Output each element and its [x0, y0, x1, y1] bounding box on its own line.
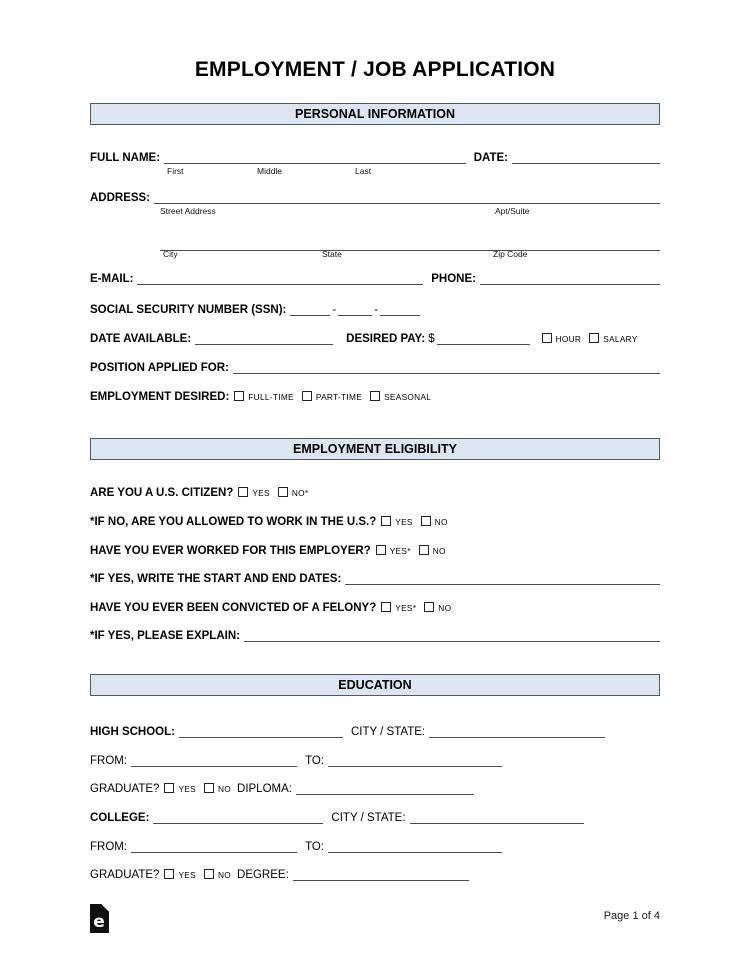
hs-graduate-yes-checkbox[interactable]	[164, 783, 174, 793]
date-input-line[interactable]	[512, 154, 660, 164]
high-school-label: HIGH SCHOOL:	[90, 726, 175, 738]
citizen-no-label: NO*	[291, 488, 309, 498]
full-time-checkbox[interactable]	[234, 391, 244, 401]
pay-salary-label: SALARY	[603, 334, 638, 344]
eforms-logo-icon	[90, 904, 109, 933]
address-row-2	[90, 238, 660, 248]
pay-hour-label: HOUR	[555, 334, 582, 344]
hs-diploma-label: DIPLOMA:	[237, 783, 292, 795]
college-graduate-row	[90, 868, 660, 882]
email-label: E-MAIL:	[90, 273, 134, 285]
desired-pay-input-line[interactable]	[437, 335, 530, 345]
position-applied-label: POSITION APPLIED FOR:	[90, 362, 229, 374]
position-row	[90, 361, 660, 375]
citizen-yes-checkbox[interactable]	[238, 487, 248, 497]
college-graduate-no-label: NO	[217, 870, 232, 880]
ssn-dash-2: -	[374, 304, 379, 316]
citizen-question-label: ARE YOU A U.S. CITIZEN?	[90, 487, 234, 499]
felony-question-label: HAVE YOU EVER BEEN CONVICTED OF A FELONY?	[90, 602, 377, 614]
ssn-dash-1: -	[332, 304, 337, 316]
start-end-dates-input-line[interactable]	[345, 575, 660, 585]
high-school-graduate-row	[90, 782, 660, 796]
college-to-input-line[interactable]	[328, 843, 502, 853]
seasonal-checkbox[interactable]	[370, 391, 380, 401]
start-end-dates-label: *IF YES, WRITE THE START AND END DATES:	[90, 573, 342, 585]
zip-sublabel: Zip Code	[493, 249, 528, 259]
college-row	[90, 811, 660, 825]
last-sublabel: Last	[355, 166, 372, 176]
full-name-input-line[interactable]	[164, 154, 466, 164]
college-graduate-label: GRADUATE?	[90, 869, 160, 881]
high-school-row	[90, 725, 660, 739]
apt-suite-sublabel: Apt/Suite	[495, 206, 530, 216]
hs-from-label: FROM:	[90, 755, 128, 767]
felony-explain-label: *IF YES, PLEASE EXPLAIN:	[90, 630, 240, 642]
ssn-part2-input-line[interactable]	[338, 306, 372, 316]
worked-no-label: NO	[432, 546, 446, 556]
logo-letter: e	[93, 912, 105, 932]
full-name-label: FULL NAME:	[90, 152, 161, 164]
hs-to-label: TO:	[305, 755, 325, 767]
college-degree-label: DEGREE:	[237, 869, 289, 881]
position-input-line[interactable]	[233, 364, 660, 374]
address-label: ADDRESS:	[90, 192, 151, 204]
hs-graduate-label: GRADUATE?	[90, 783, 160, 795]
phone-input-line[interactable]	[480, 275, 660, 285]
citizen-question-row	[90, 486, 660, 500]
section-header-employment-eligibility: EMPLOYMENT ELIGIBILITY	[90, 438, 660, 460]
part-time-checkbox[interactable]	[302, 391, 312, 401]
worked-before-row	[90, 544, 660, 558]
high-school-input-line[interactable]	[179, 728, 343, 738]
date-label: DATE:	[473, 152, 508, 164]
state-sublabel: State	[322, 249, 342, 259]
college-from-label: FROM:	[90, 841, 128, 853]
form-page	[90, 0, 660, 882]
page-number: Page 1 of 4	[603, 910, 660, 922]
form-title: EMPLOYMENT / JOB APPLICATION	[194, 58, 556, 81]
college-to-label: TO:	[305, 841, 325, 853]
middle-sublabel: Middle	[257, 166, 283, 176]
felony-yes-label: YES*	[395, 603, 417, 613]
citizen-no-checkbox[interactable]	[278, 487, 288, 497]
hs-diploma-input-line[interactable]	[296, 785, 474, 795]
pay-hour-checkbox[interactable]	[542, 333, 552, 343]
address-row	[90, 191, 660, 205]
allowed-to-work-label: *IF NO, ARE YOU ALLOWED TO WORK IN THE U.S.?	[90, 516, 377, 528]
college-graduate-no-checkbox[interactable]	[204, 869, 214, 879]
allowed-no-checkbox[interactable]	[421, 516, 431, 526]
felony-explain-row	[90, 629, 660, 643]
date-available-pay-row	[90, 332, 660, 346]
date-available-label: DATE AVAILABLE:	[90, 333, 192, 345]
address-sublabels-2	[90, 249, 660, 260]
section-header-education: EDUCATION	[90, 674, 660, 696]
pay-salary-checkbox[interactable]	[589, 333, 599, 343]
hs-city-state-input-line[interactable]	[429, 728, 605, 738]
felony-explain-input-line[interactable]	[244, 632, 660, 642]
full-name-row	[90, 151, 660, 165]
street-address-input-line[interactable]	[154, 194, 660, 204]
worked-before-label: HAVE YOU EVER WORKED FOR THIS EMPLOYER?	[90, 545, 371, 557]
ssn-label: SOCIAL SECURITY NUMBER (SSN):	[90, 304, 287, 316]
college-dates-row	[90, 840, 660, 854]
felony-no-label: NO	[438, 603, 452, 613]
college-graduate-yes-label: YES	[178, 870, 196, 880]
currency-symbol: $	[428, 333, 435, 345]
hs-graduate-no-label: NO	[217, 784, 232, 794]
address-sublabels-1	[90, 206, 660, 217]
full-name-sublabels	[90, 166, 660, 177]
worked-no-checkbox[interactable]	[419, 545, 429, 555]
high-school-dates-row	[90, 754, 660, 768]
part-time-label: PART-TIME	[315, 392, 363, 402]
hs-city-state-label: CITY / STATE:	[350, 726, 426, 738]
phone-label: PHONE:	[431, 273, 476, 285]
felony-no-checkbox[interactable]	[424, 602, 434, 612]
college-graduate-yes-checkbox[interactable]	[164, 869, 174, 879]
hs-to-input-line[interactable]	[328, 757, 502, 767]
email-input-line[interactable]	[137, 275, 423, 285]
first-sublabel: First	[167, 166, 184, 176]
college-input-line[interactable]	[153, 814, 323, 824]
worked-yes-label: YES*	[389, 546, 411, 556]
employment-desired-label: EMPLOYMENT DESIRED:	[90, 391, 230, 403]
section-header-personal-information: PERSONAL INFORMATION	[90, 103, 660, 125]
hs-from-input-line[interactable]	[131, 757, 297, 767]
felony-yes-checkbox[interactable]	[381, 602, 391, 612]
citizen-yes-label: YES	[252, 488, 270, 498]
allowed-to-work-row	[90, 515, 660, 529]
full-time-label: FULL-TIME	[248, 392, 294, 402]
employment-desired-row	[90, 390, 660, 404]
hs-graduate-yes-label: YES	[178, 784, 196, 794]
city-sublabel: City	[163, 249, 178, 259]
street-address-sublabel: Street Address	[160, 206, 216, 216]
ssn-part1-input-line[interactable]	[290, 306, 330, 316]
college-city-state-input-line[interactable]	[410, 814, 584, 824]
hs-graduate-no-checkbox[interactable]	[204, 783, 214, 793]
email-phone-row	[90, 272, 660, 286]
ssn-row	[90, 303, 660, 317]
allowed-yes-checkbox[interactable]	[381, 516, 391, 526]
college-degree-input-line[interactable]	[293, 871, 469, 881]
college-from-input-line[interactable]	[131, 843, 297, 853]
worked-yes-checkbox[interactable]	[376, 545, 386, 555]
desired-pay-label: DESIRED PAY:	[346, 333, 426, 345]
ssn-part3-input-line[interactable]	[380, 306, 420, 316]
seasonal-label: SEASONAL	[384, 392, 432, 402]
start-end-dates-row	[90, 572, 660, 586]
allowed-no-label: NO	[434, 517, 448, 527]
college-city-state-label: CITY / STATE:	[331, 812, 406, 824]
allowed-yes-label: YES	[395, 517, 413, 527]
college-label: COLLEGE:	[90, 812, 150, 824]
felony-question-row	[90, 601, 660, 615]
date-available-input-line[interactable]	[195, 335, 333, 345]
